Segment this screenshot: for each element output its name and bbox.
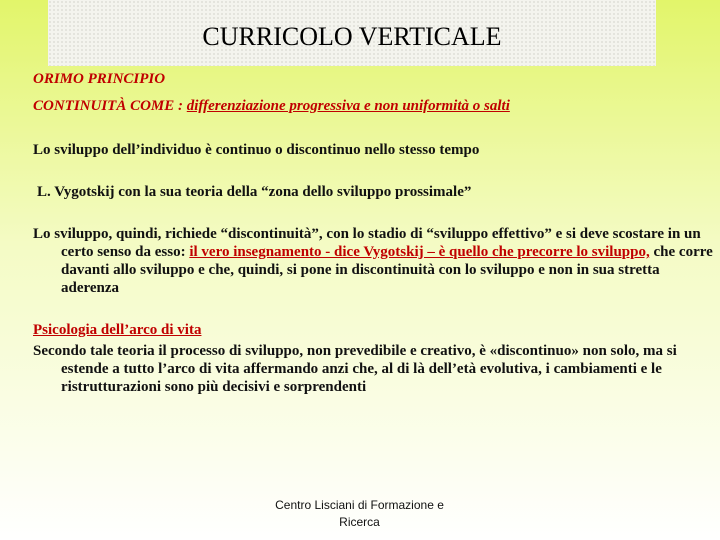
slide-title: CURRICOLO VERTICALE xyxy=(202,22,502,51)
discontinuity-text-2: che corre davanti allo sviluppo e che, quindi, si pone in discontinuità con lo sviluppo e non in sua stretta aderenza xyxy=(61,244,713,296)
vygotskij-quote: il vero insegnamento - dice Vygotskij – è quello che precorre lo sviluppo, xyxy=(189,244,650,260)
paragraph-vygotskij: L. Vygotskij con la sua teoria della “zona dello sviluppo prossimale” xyxy=(37,184,472,200)
principle-prefix: CONTINUITÀ COME : xyxy=(33,98,187,114)
discontinuity-text-1: Lo sviluppo, quindi, richiede “discontinuità”, con lo stadio di “sviluppo effettivo” e si deve scostare in un certo senso da esso: xyxy=(33,226,701,260)
lifespan-heading: Psicologia dell’arco di vita xyxy=(33,322,202,338)
principle-line-1: ORIMO PRINCIPIO xyxy=(33,71,166,87)
principle-line-2 xyxy=(33,97,510,115)
paragraph-discontinuity xyxy=(33,225,720,297)
paragraph-continuity: Lo sviluppo dell’individuo è continuo o discontinuo nello stesso tempo xyxy=(33,142,480,158)
title-box xyxy=(48,0,656,66)
footer-credit: Centro Lisciani di Formazione e Ricerca xyxy=(275,498,444,529)
principle-definition: differenziazione progressiva e non uniformità o salti xyxy=(186,98,510,114)
lifespan-paragraph: Secondo tale teoria il processo di sviluppo, non prevedibile e creativo, è «discontinuo» non solo, ma si estende a tutto l’arco di vita affermando anzi che, al di là dell’età evolutiva, i cambiamenti e le ristrutturazioni sono più decisivi e sorprendenti xyxy=(33,343,677,395)
